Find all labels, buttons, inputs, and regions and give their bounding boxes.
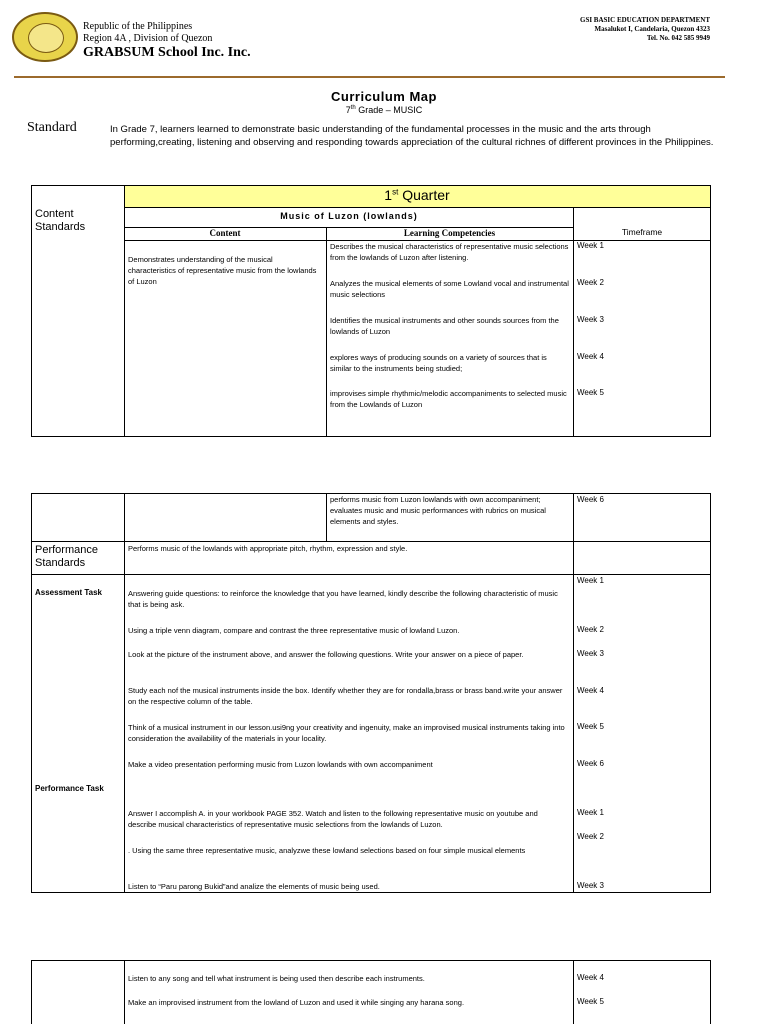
competency-row: improvises simple rhythmic/melodic accompaniments to selected music from the Lowlands of Luzon [330,389,567,409]
header-school-name: GRABSUM School Inc. Inc. [83,45,251,60]
music-title: Music of Luzon (lowlands) [280,211,418,221]
school-logo [12,12,78,62]
week-label: Week 5 [577,388,604,397]
assessment-item: Study each nof the musical instruments inside the box. Identify whether they are for rondalla,brass or brass band.write your answer on the respective column of the table. [128,686,563,706]
page-title: Curriculum Map [331,89,437,104]
col-competencies-header: Learning Competencies [403,228,496,238]
week-label: Week 1 [577,576,604,585]
competency-row: performs music from Luzon lowlands with own accompaniment; evaluates music and music performances with rubrics on musical elements and styles. [330,495,546,526]
performance-item: Make an improvised instrument from the lowland of Luzon and used it while singing any harana song. [128,998,465,1007]
week-label: Week 3 [577,315,604,324]
week-label: Week 1 [577,241,604,250]
header-republic: Republic of the Philippines [83,21,193,32]
competency-row: Analyzes the musical elements of some Lowland vocal and instrumental music selections [330,279,569,299]
competency-row: Describes the musical characteristics of representative music selections from the lowlands of Luzon after listening. [330,242,569,262]
assessment-item: Look at the picture of the instrument above, and answer the following questions. Write your answer on a piece of paper. [128,650,524,659]
assessment-item: Answering guide questions: to reinforce the knowledge that you have learned, kindly describe the following characteristic of music that is being ask. [128,589,558,609]
standard-label: Standard [27,120,77,135]
col-content-header: Content [209,228,241,238]
performance-standards-label: Performance Standards [35,544,98,569]
performance-item: . Using the same three representative music, analyzwe these lowland selections based on four simple musical elements [128,846,526,855]
header-department: GSI BASIC EDUCATION DEPARTMENT [580,16,710,24]
assessment-item: Make a video presentation performing music from Luzon lowlands with own accompaniment [128,760,433,769]
standard-text: In Grade 7, learners learned to demonstrate basic understanding of the fundamental processes in the music and the arts through performing,creating, listening and observing and responding towards appreciation of the cultural richnes of different provinces in the Philippines. [110,124,714,148]
performance-standards-text: Performs music of the lowlands with appropriate pitch, rhythm, expression and style. [128,544,408,553]
week-label: Week 5 [577,997,604,1006]
competency-row: explores ways of producing sounds on a variety of sources that is similar to the instruments being studied; [330,353,547,373]
week-label: Week 4 [577,973,604,982]
header-right [580,16,710,43]
header-address: Masalukot I, Candelaria, Quezon 4323 [594,25,710,33]
assessment-item: Think of a musical instrument in our lesson.usi9ng your creativity and ingenuity, make an improvised musical instruments taking into consideration the availability of the materials in your locality. [128,723,565,743]
week-label: Week 3 [577,649,604,658]
header-tel: Tel. No. 042 585 9949 [646,34,710,42]
week-label: Week 4 [577,352,604,361]
col-timeframe-header: Timeframe [621,227,663,237]
content-cell: Demonstrates understanding of the musical characteristics of representative music from the lowlands of Luzon [128,255,317,286]
performance-item: Listen to “Paru parong Bukid”and analize the elements of music being used. [128,882,380,891]
content-standards-label: Content Standards [35,208,86,233]
quarter-heading: 1st Quarter [384,187,450,203]
week-label: Week 2 [577,832,604,841]
week-label: Week 5 [577,722,604,731]
week-label: Week 2 [577,625,604,634]
week-label: Week 4 [577,686,604,695]
performance-item: Answer I accomplish A. in your workbook PAGE 352. Watch and listen to the following representative music on youtube and describe musical characteristics of representative music selections from the lowlands of Luzon. [128,809,538,829]
page-subtitle: 7th Grade – MUSIC [345,105,423,115]
header-region: Region 4A , Division of Quezon [83,33,213,44]
header-left [83,21,251,61]
week-label: Week 1 [577,808,604,817]
week-label: Week 3 [577,881,604,890]
week-label: Week 6 [577,759,604,768]
assessment-task-label: Assessment Task [35,588,102,597]
week-label: Week 2 [577,278,604,287]
header-rule [14,76,725,78]
competency-row: Identifies the musical instruments and other sounds sources from the lowlands of Luzon [330,316,559,336]
assessment-item: Using a triple venn diagram, compare and contrast the three representative music of lowland Luzon. [128,626,460,635]
week-label: Week 6 [577,495,604,504]
performance-item: Listen to any song and tell what instrument is being used then describe each instruments. [128,974,425,983]
performance-task-label: Performance Task [35,784,104,793]
